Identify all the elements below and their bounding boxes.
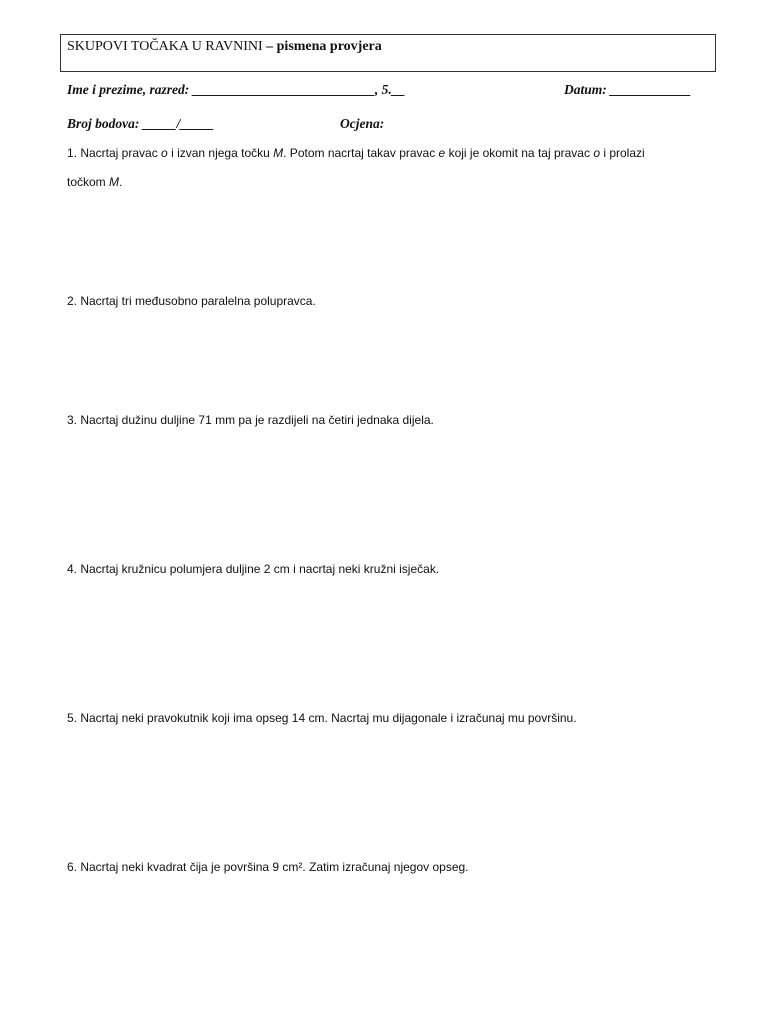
- task-text: 1. Nacrtaj pravac: [67, 146, 162, 160]
- task-6: 6. Nacrtaj neki kvadrat čija je površina 9 cm². Zatim izračunaj njegov opseg.: [67, 860, 469, 874]
- task-text: koji je okomit na taj pravac: [445, 146, 594, 160]
- task-text: točkom: [67, 175, 110, 189]
- task-symbol: M: [109, 175, 120, 189]
- date-field[interactable]: Datum: ____________: [564, 82, 692, 97]
- task-1-line-1: [67, 146, 645, 160]
- task-3: 3. Nacrtaj dužinu duljine 71 mm pa je razdijeli na četiri jednaka dijela.: [67, 413, 434, 427]
- task-5: 5. Nacrtaj neki pravokutnik koji ima opseg 14 cm. Nacrtaj mu dijagonale i izračunaj mu površinu.: [67, 711, 577, 725]
- task-1-line-2: [67, 175, 122, 189]
- points-field[interactable]: Broj bodova: _____/_____: [67, 116, 214, 131]
- title-plain: SKUPOVI TOČAKA U RAVNINI: [67, 39, 263, 54]
- task-symbol: M: [273, 146, 284, 160]
- title-box: [60, 34, 716, 72]
- name-class-field[interactable]: Ime i prezime, razred: ___________________________, 5.__: [67, 82, 406, 97]
- task-text: .: [119, 175, 123, 189]
- task-symbol: o: [161, 146, 168, 160]
- task-text: . Potom nacrtaj takav pravac: [283, 146, 439, 160]
- task-symbol: o: [593, 146, 600, 160]
- page-title: [67, 39, 382, 55]
- task-2: 2. Nacrtaj tri međusobno paralelna polupravca.: [67, 294, 316, 308]
- task-text: i izvan njega točku: [167, 146, 274, 160]
- task-text: i prolazi: [600, 146, 645, 160]
- grade-label: Ocjena:: [340, 116, 385, 131]
- title-bold: – pismena provjera: [262, 39, 382, 54]
- task-symbol: e: [438, 146, 446, 160]
- task-4: 4. Nacrtaj kružnicu polumjera duljine 2 cm i nacrtaj neki kružni isječak.: [67, 562, 440, 576]
